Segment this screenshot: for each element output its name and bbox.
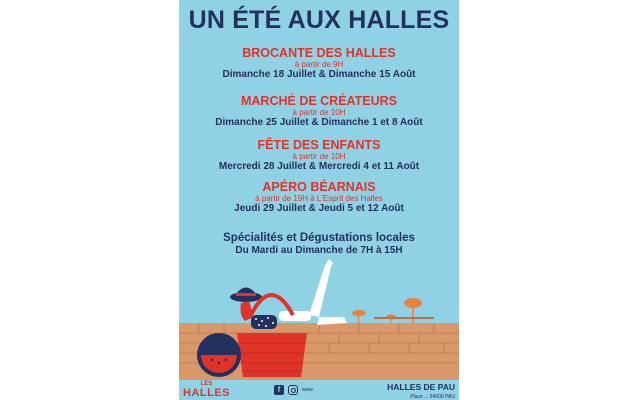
- specialties-hours: Du Mardi au Dimanche de 7H à 15H: [235, 245, 403, 256]
- specialties: [179, 231, 459, 257]
- poster: [179, 0, 459, 400]
- specialties-title: Spécialités et Dégustations locales: [223, 232, 415, 244]
- event-time: à partir de 9H: [294, 60, 344, 69]
- instagram-icon[interactable]: [288, 385, 298, 395]
- event-dates: Dimanche 25 Juillet & Dimanche 1 et 8 Août: [215, 117, 423, 128]
- footer-place: HALLES DE PAU: [387, 382, 455, 392]
- event-dates: Mercredi 28 Juillet & Mercredi 4 et 11 Août: [218, 161, 420, 172]
- event-name: BROCANTE DES HALLES: [242, 46, 396, 60]
- event-time: à partir de 10H: [292, 108, 346, 117]
- event-name: FÊTE DES ENFANTS: [257, 138, 381, 152]
- les-halles-logo: LES HALLES: [183, 381, 230, 399]
- website-text: www: [302, 387, 313, 393]
- event-name: APÉRO BÉARNAIS: [262, 180, 376, 194]
- event-time: à partir de 10H: [292, 152, 346, 161]
- illustration-woman-basket: [179, 255, 459, 380]
- woman-figure: [230, 259, 347, 329]
- umbrellas: [352, 298, 434, 323]
- footer: [179, 378, 459, 400]
- event-dates: Jeudi 29 Juillet & Jeudi 5 et 12 Août: [234, 203, 404, 214]
- facebook-icon[interactable]: f: [274, 385, 284, 395]
- event-fete-enfants: [179, 138, 459, 173]
- footer-address: Place ... 64000 PAU: [410, 394, 455, 400]
- event-brocante: [179, 46, 459, 81]
- watermelon: [197, 333, 241, 377]
- event-dates: Dimanche 18 Juillet & Dimanche 15 Août: [222, 69, 416, 80]
- event-apero-bearnais: [179, 180, 459, 215]
- event-name: MARCHÉ DE CRÉATEURS: [240, 94, 398, 108]
- poster-title: UN ÉTÉ AUX HALLES: [188, 6, 450, 34]
- event-marche-createurs: [179, 94, 459, 129]
- event-time: à partir de 19H à L'Esprit des Halles: [255, 194, 383, 203]
- social-icons: [274, 385, 313, 395]
